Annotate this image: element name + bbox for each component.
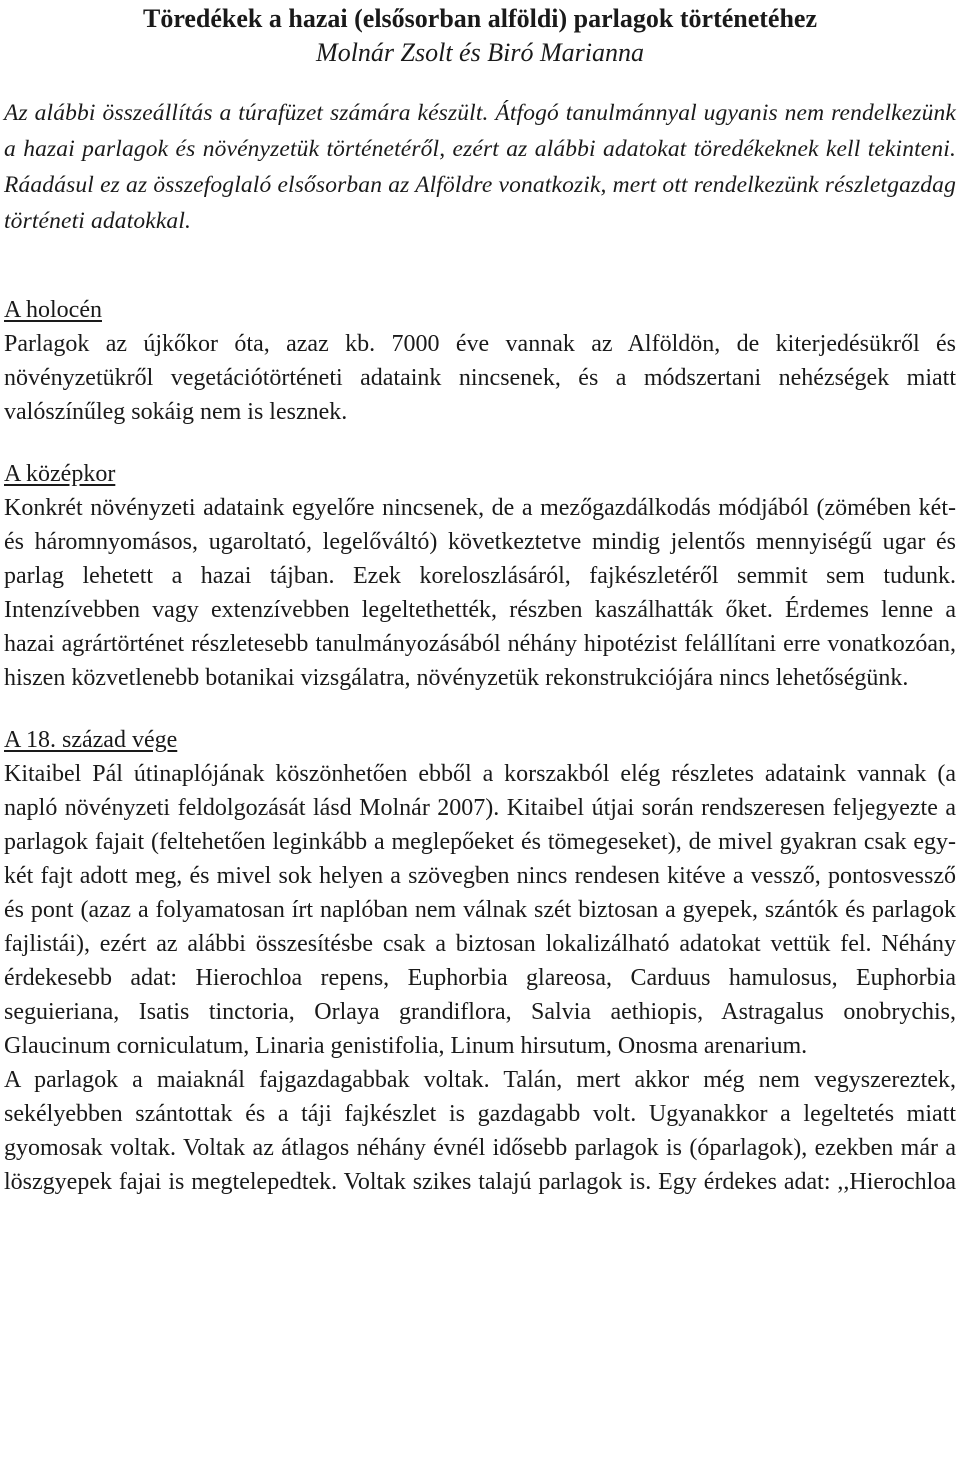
document-page [4, 0, 956, 1199]
section-heading: A 18. század vége [4, 727, 178, 753]
spacer [4, 429, 956, 457]
spacer [4, 695, 956, 723]
section-paragraph: Parlagok az újkőkor óta, azaz kb. 7000 éve vannak az Alföldön, de kiterjedésükről és növényzetükről vegetációtörténeti adataink nincsenek, és a módszertani nehézségek miatt valószínűleg sokáig nem is lesznek. [4, 331, 956, 425]
spacer [4, 239, 956, 293]
section-paragraph: A parlagok a maiaknál fajgazdagabbak voltak. Talán, mert akkor még nem vegyszereztek, sekélyebben szántottak és a táji fajkészlet is gazdagabb volt. Ugyanakkor a legeltetés miatt gyomosak voltak. Voltak az átlagos néhány évnél idősebb parlagok is (óparlagok), ezekben már a löszgyepek fajai is megtelepedtek. Voltak szikes talajú parlagok is. Egy érdekes adat: ,,Hierochloa [4, 1067, 956, 1195]
section-middle-ages [4, 457, 956, 695]
section-heading: A holocén [4, 297, 102, 323]
section-holocene [4, 293, 956, 429]
section-paragraph: Kitaibel Pál útinaplójának köszönhetően ebből a korszakból elég részletes adataink vannak (a napló növényzeti feldolgozását lásd Molnár 2007). Kitaibel útjai során rendszeresen feljegyezte a parlagok fajait (feltehetően leginkább a meglepőeket és tömegeseket), de mivel gyakran csak egy-két fajt adott meg, és mivel sok helyen a szövegben nincs rendesen kitéve a vessző, pontosvessző és pont (azaz a folyamatosan írt naplóban nem válnak szét biztosan a gyepek, szántók és parlagok fajlistái), ezért az alábbi összesítésbe csak a biztosan lokalizálható adatokat vettük fel. Néhány érdekesebb adat: Hierochloa repens, Euphorbia glareosa, Carduus hamulosus, Euphorbia seguieriana, Isatis tinctoria, Orlaya grandiflora, Salvia aethiopis, Astragalus onobrychis, Glaucinum corniculatum, Linaria genistifolia, Linum hirsutum, Onosma arenarium. [4, 761, 956, 1059]
section-paragraph: Konkrét növényzeti adataink egyelőre nincsenek, de a mezőgazdálkodás módjából (zömében két- és háromnyomásos, ugaroltató, legelőváltó) következtetve mindig jelentős mennyiségű ugar és parlag lehetett a hazai tájban. Ezek koreloszlásáról, fajkészletéről semmit sem tudunk. Intenzívebben vagy extenzívebben legeltethették, részben kaszálhatták őket. Érdemes lenne a hazai agrártörténet részletesebb tanulmányozásából néhány hipotézist felállítani erre vonatkozóan, hiszen közvetlenebb botanikai vizsgálatra, növényzetük rekonstrukciójára nincs lehetőségünk. [4, 495, 956, 691]
section-18th-century [4, 723, 956, 1199]
document-authors: Molnár Zsolt és Biró Marianna [316, 38, 644, 67]
document-title: Töredékek a hazai (elsősorban alföldi) parlagok történetéhez [142, 4, 818, 33]
intro-paragraph: Az alábbi összeállítás a túrafüzet számára készült. Átfogó tanulmánnyal ugyanis nem rendelkezünk a hazai parlagok és növényzetük történetéről, ezért az alábbi adatokat töredékeknek kell tekinteni. Ráadásul ez az összefoglaló elsősorban az Alföldre vonatkozik, mert ott rendelkezünk részletgazdag történeti adatokkal. [4, 100, 956, 234]
section-heading: A középkor [4, 461, 116, 487]
